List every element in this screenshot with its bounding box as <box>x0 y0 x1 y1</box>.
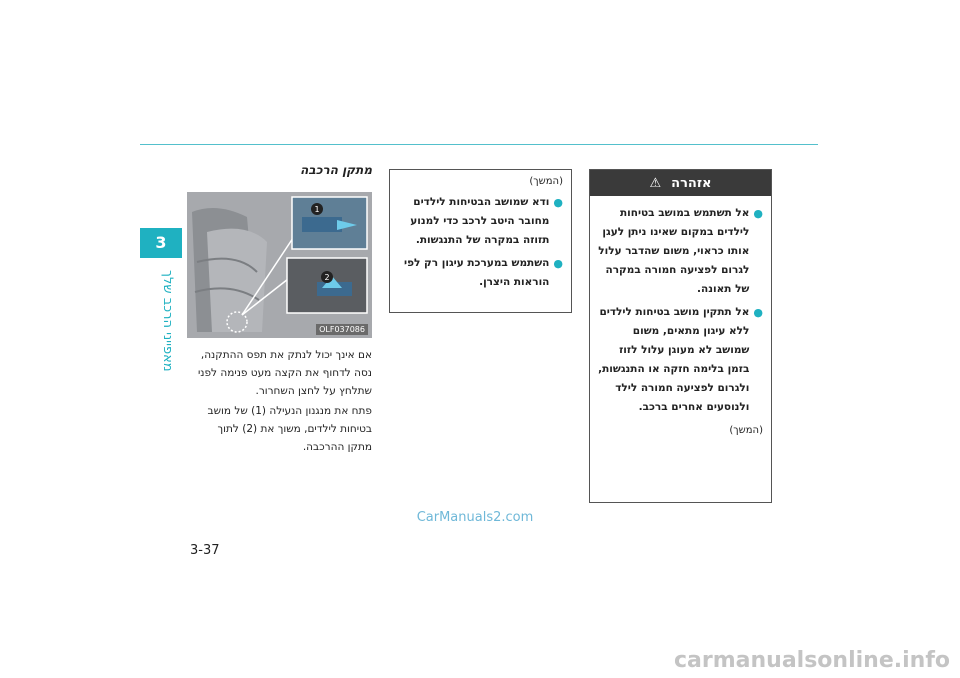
page-number: 3-37 <box>190 543 220 558</box>
footer-watermark: carmanualsonline.info <box>674 648 950 673</box>
chapter-title: מאפייני הרכב שלך <box>160 270 175 372</box>
note-bullet <box>398 254 563 292</box>
bullet-dot-icon: ● <box>553 196 563 209</box>
seat-anchor-figure <box>187 192 372 338</box>
figure-code: OLF037086 <box>316 324 368 335</box>
body-text <box>190 346 372 458</box>
note-header: (המשך) <box>529 176 563 187</box>
note-bullet <box>398 193 563 250</box>
bullet-dot-icon: ● <box>753 207 763 220</box>
top-divider-line <box>140 144 818 145</box>
callout-1: 1 <box>314 205 320 214</box>
warning-bullet-text: אל תשתמש במושב בטיחות לילדים במקום שאינו ניתן לעגן אותו כראוי, משום שהדבר עלול לגרום לפציעה חמורה במקרה של תאונה. <box>598 207 750 295</box>
section-title: מתקן הרכבה <box>300 163 372 177</box>
warning-box <box>589 169 772 503</box>
warning-title: אזהרה <box>671 175 712 191</box>
site-watermark-link[interactable]: CarManuals2.com <box>416 510 534 525</box>
body-paragraph: פתח את מנגנון הנעילה (1) של מושב בטיחות לילדים, משוך את (2) לתוך מתקן ההרכבה. <box>207 405 372 453</box>
bullet-dot-icon: ● <box>553 257 563 270</box>
bullet-dot-icon: ● <box>753 306 763 319</box>
warning-footer: (המשך) <box>729 425 763 436</box>
warning-header <box>590 170 771 196</box>
callout-2: 2 <box>324 273 330 282</box>
body-paragraph: אם אינך יכול לנתק את תפס ההתקנה, נסה לדחוף את הקצה מעט פנימה לפני שתלחץ על לחצן השחרור. <box>197 349 372 397</box>
note-bullet-text: השתמש במערכת עיגון רק לפי הוראות היצרן. <box>404 257 550 288</box>
note-bullet-text: ודא שמושב הבטיחות לילדים מחובר היטב לרכב כדי למנוע תזוזה במקרה של התנגשות. <box>410 196 550 246</box>
note-box <box>389 169 572 313</box>
seat-illustration <box>187 192 372 338</box>
warning-bullet <box>598 303 763 417</box>
warning-bullet-text: אל תתקין מושב בטיחות לילדים ללא עיגון מתאים, משום שמושב לא מעוגן עלול לזוז בזמן בלימה חזקה או התנגשות, ולגרום לפציעה חמורה לילד ולנוסעים אחרים ברכב. <box>598 306 750 413</box>
warning-body <box>590 196 771 417</box>
warning-bullet <box>598 204 763 299</box>
warning-triangle-icon: ⚠ <box>649 175 662 191</box>
chapter-number-tab[interactable]: 3 <box>140 228 182 258</box>
